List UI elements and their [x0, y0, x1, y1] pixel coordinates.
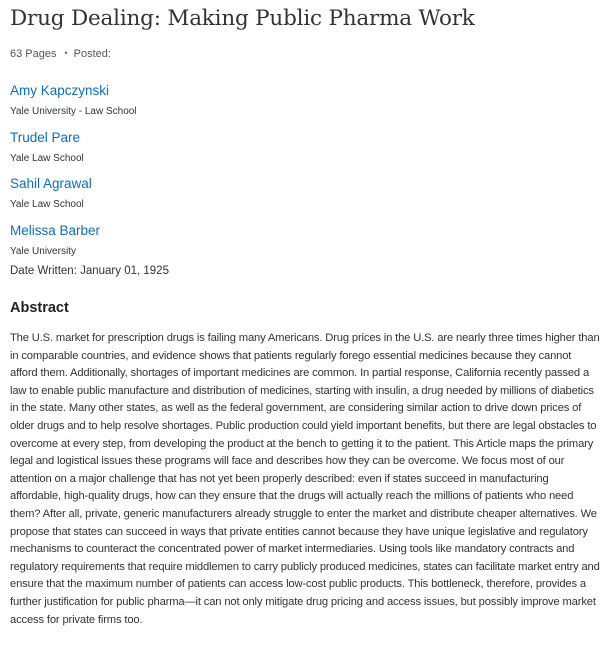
- author-affiliation: Yale Law School: [10, 153, 84, 164]
- paper-meta: [10, 48, 111, 60]
- author-link[interactable]: Amy Kapczynski: [10, 83, 110, 98]
- page-count: 63 Pages: [10, 48, 57, 60]
- meta-separator: •: [64, 48, 68, 58]
- author-affiliation: Yale University: [10, 246, 76, 257]
- author-block: [10, 176, 92, 211]
- abstract-heading: Abstract: [10, 300, 69, 316]
- date-written: Date Written: January 01, 1925: [10, 265, 169, 277]
- author-link[interactable]: Trudel Pare: [10, 130, 81, 145]
- author-link[interactable]: Melissa Barber: [10, 223, 101, 238]
- author-affiliation: Yale University - Law School: [10, 106, 137, 117]
- posted-label: Posted:: [73, 48, 111, 60]
- author-affiliation: Yale Law School: [10, 199, 84, 210]
- author-block: [10, 223, 100, 258]
- author-block: [10, 83, 137, 118]
- author-link[interactable]: Sahil Agrawal: [10, 176, 92, 191]
- paper-title: Drug Dealing: Making Public Pharma Work: [10, 6, 475, 31]
- abstract-text: The U.S. market for prescription drugs is failing many Americans. Drug prices in the U.S. are nearly three times higher than in comparable countries, and evidence shows that patients regularly forego essential medicines because they cannot afford them. Additionally, shortages of important medicines are common. In partial response, California recently passed a law to enable public manufacture and distribution of medicines, starting with insulin, a drug needed by millions of diabetics in the state. Many other states, as well as the federal government, are considering similar action to drive down prices of older drugs and to help resolve shortages. Public production could yield important benefits, but there are legal obstacles to overcome at every step, from developing the product at the bench to getting it to the patient. This Article maps the primary legal and logistical issues these programs will face and describes how they can be overcome. We focus most of our attention on a major challenge that has not yet been properly described: even if states succeed in manufacturing affordable, high-quality drugs, how can they ensure that the drugs will actually reach the millions of patients who need them? After all, private, generic manufacturers already struggle to enter the market and distribute cheaper alternatives. We propose that states can succeed in ways that private entities cannot because they have unique legislative and regulatory mechanisms to counteract the concentrated power of market intermediaries. Using tools like mandatory contracts and regulatory requirements that require middlemen to carry publicly produced medicines, states can facilitate market entry and ensure that the maximum number of patients can access low-cost public products. This bottleneck, therefore, provides a further justification for public pharma—it can not only mitigate drug pricing and access issues, but possibly improve market access for private firms too.: [10, 332, 600, 626]
- author-block: [10, 130, 84, 165]
